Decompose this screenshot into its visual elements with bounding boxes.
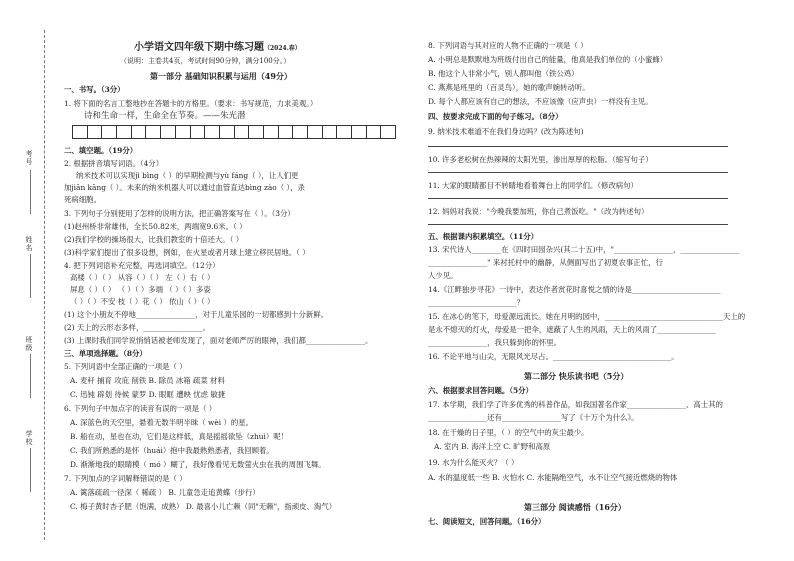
q16-line[interactable]: 16. 不论平地与山尖，无限风光尽占。________________________________。 — [428, 352, 679, 361]
q18-options[interactable]: A. 室内 B. 海洋上空 C. 旷野和高原 — [434, 442, 551, 451]
q14-line2[interactable]: ________________________？ — [428, 298, 525, 307]
q3-item1[interactable]: (1)赵州桥非常雄伟，全长50.82米，两端宽9.6米。（ ） — [64, 222, 247, 231]
s5-title: 五、根据课内积累填空。（11分） — [428, 232, 539, 241]
q6-option-d[interactable]: D. 渐渐地我的眼睛模（ mó ）糊了，我好像看见无数萤火虫在我的周围飞舞。 — [70, 460, 326, 469]
q9-prompt: 9. 纳米技术难道不在我们身边吗？(改为陈述句) — [428, 127, 584, 136]
q17-line2[interactable]: ________________还有________________写了《十万个为什么》。 — [428, 413, 639, 422]
q4-row2[interactable]: 屏息（ ）（ ） （ ）（ ）多端 （ ）（ ）多姿 — [70, 285, 211, 294]
q8-option-a[interactable]: A. 小明总是默默地为班级付出自己的能量，他真是我们单位的（小蜜蜂） — [428, 55, 668, 64]
part1-heading: 第一部分 基础知识积累与运用（49分） — [150, 71, 292, 81]
exam-number-field[interactable] — [30, 170, 31, 214]
q1-quote: 诗和生命一样，生命全在节奏。——朱光潜 — [84, 111, 246, 121]
part2-heading: 第二部分 快乐读书吧（5分） — [524, 371, 629, 381]
q8-option-d[interactable]: D. 每个人都应该有自己的想法，不应该像（应声虫）一样没有主见。 — [428, 97, 653, 106]
school-field[interactable] — [30, 448, 31, 492]
q8-prompt: 8. 下列词语与其对应的人物不正确的一项是（ ） — [428, 41, 588, 50]
q19-options[interactable]: A. 水的温度低一些 B. 火怕水 C. 水能隔绝空气，水不让空气接近燃烧的物体 — [428, 473, 678, 482]
q6-option-a[interactable]: A. 深蓝色的天空里，悬着无数半明半昧（ wèi ）的星。 — [70, 418, 254, 427]
school-label: 学校 — [25, 430, 33, 446]
q18-prompt[interactable]: 18. 在干燥的日子里，（ ）的空气中的灰尘最少。 — [428, 428, 589, 437]
q12-answer-line[interactable] — [428, 224, 728, 225]
q12-prompt: 12. 妈妈对我说："今晚我要加班，你自己煮饭吃。"（改为转述句） — [428, 207, 649, 216]
s7-title: 七、阅读短文，回答问题。（16分） — [428, 517, 546, 526]
q4-blank1[interactable]: (1) 这个小朋友不停地________________，对于儿童乐园的一切都感到十分新鲜。 — [64, 310, 329, 319]
s1-title: 一、书写。（3分） — [64, 85, 125, 94]
q13-line2[interactable]: ________________" 来衬托村中的幽静，从侧面写出了初夏农事正忙，行 — [428, 258, 663, 267]
s2-title: 二、填空题。（19分） — [64, 146, 138, 155]
q19-prompt[interactable]: 19. 水为什么能灭火？（ ） — [428, 458, 519, 467]
q6-option-c[interactable]: C. 我们所熟悉的是怀（huái）抱中我最熟熟悉者，我回顾着。 — [70, 446, 274, 455]
s4-title: 四、按要求完成下面的句子练习。（8分） — [428, 112, 563, 121]
q6-prompt: 6. 下列句子中加点字的读音有误的一项是（ ） — [64, 404, 217, 413]
q13-line1[interactable]: 13. 宋代诗人________在《四时田园杂兴(其二十五)中，"________________，________________ — [428, 245, 740, 254]
q4-row3[interactable]: （ ）（ ）不安 枝（ ）花（ ） 依山（ ）（ ） — [70, 297, 215, 306]
exam-notice: （说明：主卷共4页，考试时间90分钟，满分100分。） — [120, 57, 291, 65]
q17-line1[interactable]: 17. 本学期，我们学了许多优秀的科普作品，如我国著名作家________________、高士其的 — [428, 400, 723, 409]
q4-prompt: 4. 把下列词语补充完整，再选词填空。（12分） — [64, 261, 220, 270]
q6-option-b[interactable]: B. 船在动，星也在动，它们是这样低，真是摇摇欲坠（zhuì）呢！ — [70, 432, 289, 441]
q10-answer-line[interactable] — [428, 172, 728, 173]
q7-options-ab[interactable]: A. 篱落疏疏一径深（ 稀疏 ） B. 儿童急走追黄蝶（步行） — [70, 488, 260, 497]
q9-answer-line[interactable] — [428, 146, 728, 147]
q11-prompt: 11. 大家的眼睛都目不转睛地看着舞台上的同学们。（修改病句） — [428, 181, 638, 190]
q2-line1[interactable]: 纳米技术可以实现jì bìng（ ）的早期检测与yù fáng（ ），让人们更 — [76, 171, 299, 180]
q2-line2[interactable]: 加jiān kāng（ ）。未来的纳米机器人可以通过血管直达bìng zào（ ），杀 — [64, 183, 305, 192]
exam-number-label: 考号 — [25, 150, 33, 166]
q2-line3: 死病细胞。 — [64, 195, 101, 204]
q5-options-ab[interactable]: A. 麦秆 捕育 攻庇 削铁 B. 除员 冰箱 疏菜 材料 — [70, 376, 225, 385]
name-field[interactable] — [30, 254, 31, 298]
part3-heading: 第三部分 阅读感悟（16分） — [524, 502, 626, 512]
q7-options-cd[interactable]: C. 梅子黄时杏子肥（饱满，成熟） D. 最喜小儿亡赖（同"无赖"，指顽皮、淘气） — [70, 502, 337, 511]
q2-prompt: 2. 根据拼音填写词语。（4分） — [64, 159, 164, 168]
q14-line1[interactable]: 14.《江畔独步寻花》一诗中，表达作者赏花时喜悦之情的诗是________________________ — [428, 285, 721, 294]
title-note: （2024.春） — [264, 45, 301, 52]
page-title — [134, 43, 301, 53]
name-label: 姓名 — [25, 236, 33, 252]
q11-answer-line[interactable] — [428, 198, 728, 199]
q4-row1[interactable]: 高楼（ ）（ ） 从容（ ）（ ） 左（ ）右（ ） — [70, 273, 215, 282]
q1-writing-grid[interactable] — [72, 125, 396, 139]
binding-fold-line — [44, 30, 45, 540]
title-text: 小学语文四年级下期中练习题 — [134, 42, 264, 53]
q5-options-cd[interactable]: C. 迅钝 辟划 待候 蒙罗 D. 眼眶 遭映 忧虑 敏捷 — [70, 390, 226, 399]
q4-blank3[interactable]: (3) 上课时我们同学说悄悄话被老师发现了，面对老师严厉的眼神，我们都________________。 — [64, 336, 373, 345]
q10-prompt: 10. 许多老松树在热辣辣的太阳光里，渗出厚厚的松脂。（缩写句子） — [428, 155, 653, 164]
q5-prompt: 5. 下列词语中全部正确的一项是（ ） — [64, 362, 187, 371]
q13-line3: 人少见。 — [428, 271, 458, 280]
q15-line2[interactable]: 是永不熄灭的灯火，母爱是一把伞，遮蔽了人生的风雨，天上的风雨了________________ — [428, 325, 717, 334]
q15-line1[interactable]: 15. 在冰心的笔下，母爱源远流长。她在月明的园中，________________________________天上的 — [428, 312, 746, 321]
q3-item3[interactable]: (3)科学家们提出了很多设想，例如，在火星或者月球上建立移民居地。（ ） — [64, 248, 310, 257]
q4-blank2[interactable]: (2) 天上的云形态多样，________________。 — [64, 323, 210, 332]
q8-option-b[interactable]: B. 他这个人非常小气，别人都叫他（铁公鸡） — [428, 69, 579, 78]
class-label: 班级 — [25, 336, 33, 352]
q3-item2[interactable]: (2)我们学校的操场很大，比我们教室的十倍还大。（ ） — [64, 235, 244, 244]
q7-prompt: 7. 下列加点的字词解释错误的是（ ） — [64, 474, 187, 483]
q8-option-c[interactable]: C. 燕燕是班里的（百灵鸟），她的歌声婉转动听。 — [428, 83, 590, 92]
class-field[interactable] — [30, 354, 31, 398]
q1-prompt: 1. 将下面的名言工整地抄在答题卡的方格里。（要求：书写规范，力求美观。） — [64, 99, 318, 108]
q15-line3[interactable]: ________________，我只躲到你的怀里。 — [428, 338, 562, 347]
s3-title: 三、单项选择题。（8分） — [64, 349, 147, 358]
q3-prompt: 3. 下列句子分别使用了怎样的说明方法，把正确答案写在（ ）。（3分） — [64, 209, 295, 218]
s6-title: 六、根据要求回答问题。（5分） — [428, 386, 533, 395]
binding-margin — [0, 0, 58, 561]
